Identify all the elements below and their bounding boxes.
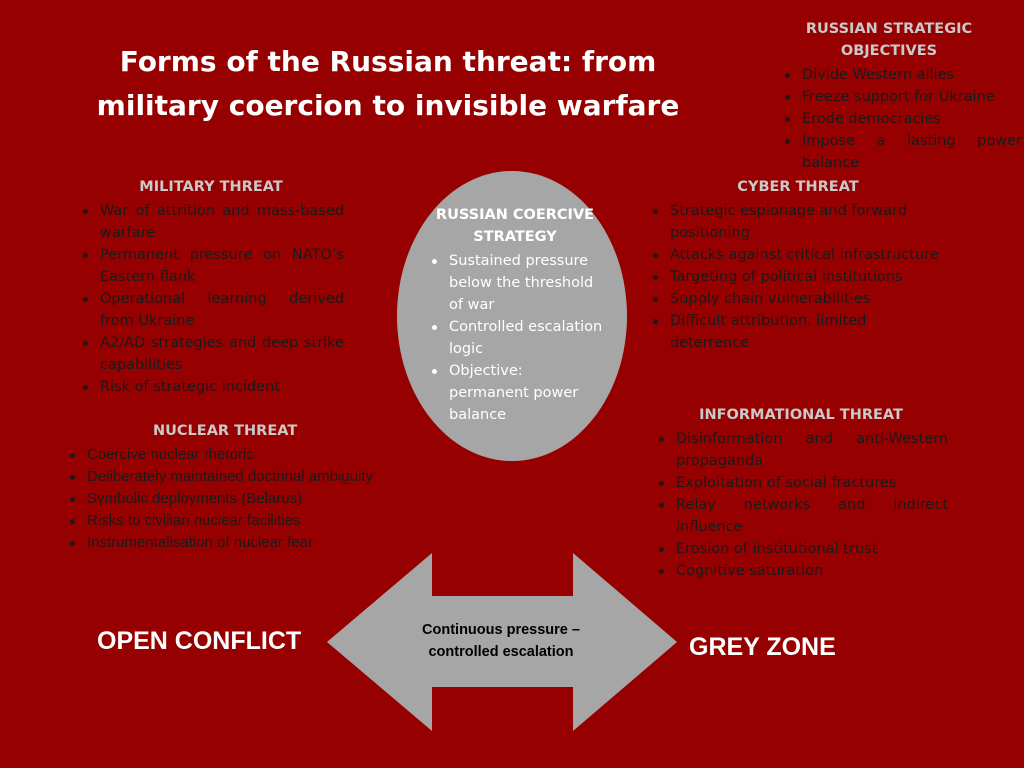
list-item: Attacks against critical infrastructure: [670, 244, 948, 266]
list-item: Impose a lasting power balance: [802, 130, 1022, 174]
objectives-heading: RUSSIAN STRATEGIC OBJECTIVES: [805, 21, 973, 59]
nuclear-heading: NUCLEAR THREAT: [153, 423, 298, 439]
list-item: Freeze support for Ukraine: [802, 86, 1022, 108]
list-item: Risk of strategic incident: [100, 376, 344, 398]
list-item: Cognitive saturation: [676, 560, 948, 582]
list-item: War of attrition and mass-based warfare: [100, 200, 344, 244]
strategy-heading: RUSSIAN COERCIVE STRATEGY: [435, 207, 595, 245]
list-item: Erode democracies: [802, 108, 1022, 130]
list-item: Divide Western allies: [802, 64, 1022, 86]
arrow-label: Continuous pressure – controlled escalation: [422, 622, 580, 660]
list-item: Risks to civilian nuclear facilities: [87, 510, 405, 532]
grey-zone-label: GREY ZONE: [689, 633, 836, 661]
list-item: Controlled escalation logic: [449, 316, 605, 360]
list-item: Objective: permanent power balance: [449, 360, 605, 426]
list-item: A2/AD strategies and deep strike capabilities: [100, 332, 344, 376]
list-item: Permanent pressure on NATO’s Eastern flank: [100, 244, 344, 288]
diagram-title: Forms of the Russian threat: from military coercion to invisible warfare: [96, 45, 680, 122]
list-item: Relay networks and indirect influence: [676, 494, 948, 538]
military-heading: MILITARY THREAT: [139, 179, 283, 195]
cyber-heading: CYBER THREAT: [737, 179, 859, 195]
list-item: Deliberately maintained doctrinal ambiguity: [87, 466, 405, 488]
list-item: Disinformation and anti-Western propaganda: [676, 428, 948, 472]
list-item: Operational learning derived from Ukraine: [100, 288, 344, 332]
list-item: Exploitation of social fractures: [676, 472, 948, 494]
list-item: Supply chain vulnerabilities: [670, 288, 948, 310]
list-item: Strategic espionage and forward positioning: [670, 200, 948, 244]
list-item: Coercive nuclear rhetoric: [87, 444, 405, 466]
list-item: Symbolic deployments (Belarus): [87, 488, 405, 510]
informational-heading: INFORMATIONAL THREAT: [699, 407, 903, 423]
list-item: Sustained pressure below the threshold of war: [449, 250, 605, 316]
list-item: Targeting of political institutions: [670, 266, 948, 288]
list-item: Erosion of institutional trust: [676, 538, 948, 560]
list-item: Instrumentalisation of nuclear fear: [87, 532, 405, 554]
list-item: Difficult attribution, limited deterrence: [670, 310, 948, 354]
open-conflict-label: OPEN CONFLICT: [97, 627, 302, 655]
